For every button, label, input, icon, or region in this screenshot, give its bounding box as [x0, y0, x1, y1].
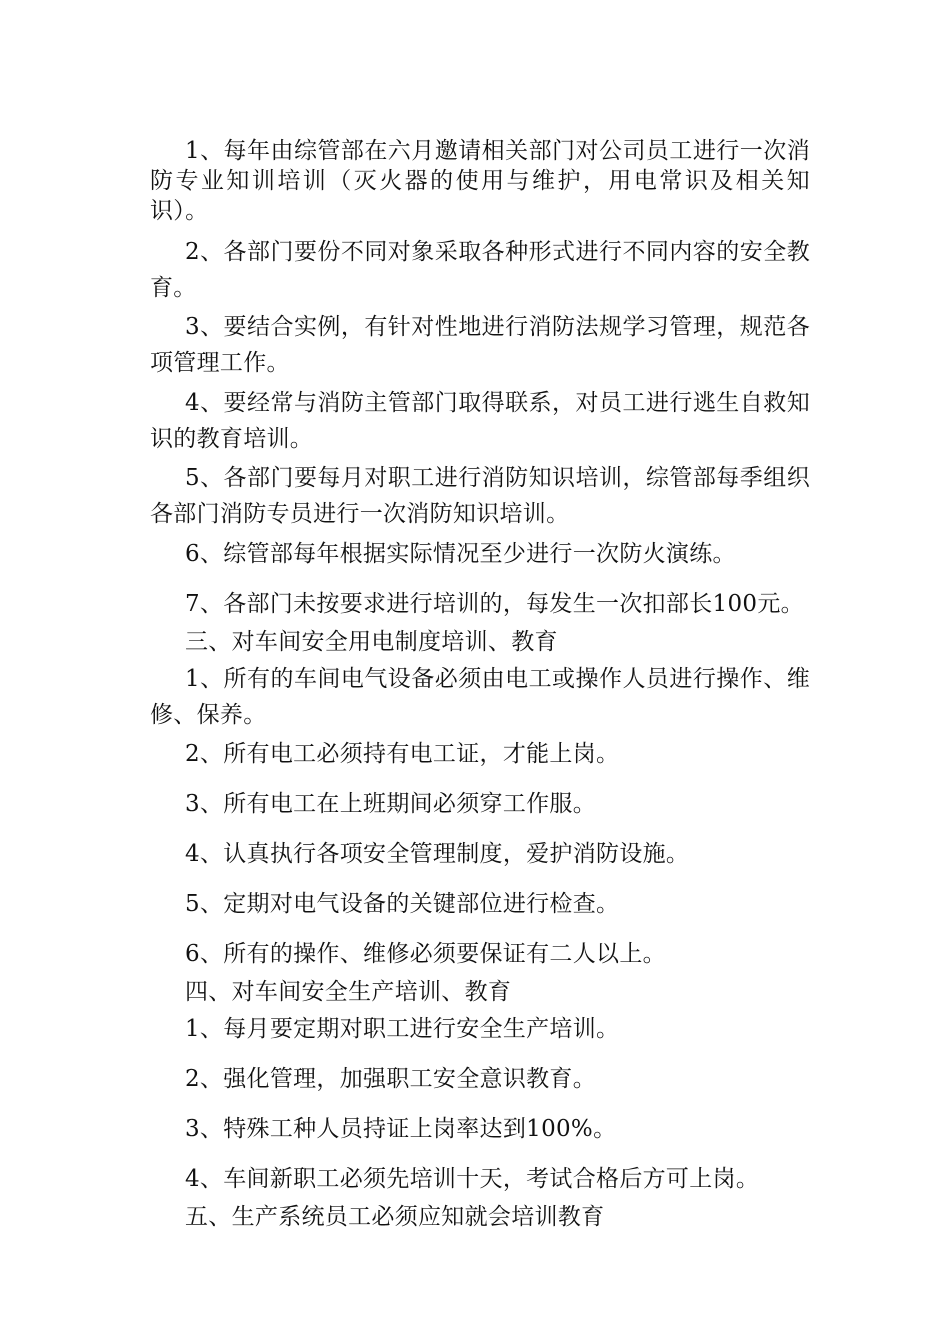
- paragraph-production-1: 1、每月要定期对职工进行安全生产培训。: [185, 1016, 620, 1042]
- paragraph-fire-training-2: 2、各部门要份不同对象采取各种形式进行不同内容的安全教育。: [150, 239, 810, 301]
- paragraph-fire-training-5: 5、各部门要每月对职工进行消防知识培训，综管部每季组织各部门消防专员进行一次消防知识培训。: [150, 465, 810, 527]
- paragraph-fire-training-3: 3、要结合实例，有针对性地进行消防法规学习管理，规范各项管理工作。: [150, 314, 810, 376]
- section-heading-knowledge: 五、生产系统员工必须应知就会培训教育: [185, 1204, 605, 1230]
- paragraph-production-2: 2、强化管理，加强职工安全意识教育。: [185, 1066, 597, 1092]
- paragraph-electrical-3: 3、所有电工在上班期间必须穿工作服。: [185, 791, 597, 817]
- paragraph-fire-training-7: 7、各部门未按要求进行培训的，每发生一次扣部长100元。: [185, 591, 804, 617]
- paragraph-fire-training-4: 4、要经常与消防主管部门取得联系，对员工进行逃生自救知识的教育培训。: [150, 390, 810, 452]
- paragraph-fire-training-6: 6、综管部每年根据实际情况至少进行一次防火演练。: [185, 541, 736, 567]
- paragraph-production-4: 4、车间新职工必须先培训十天，考试合格后方可上岗。: [185, 1166, 760, 1192]
- paragraph-electrical-6: 6、所有的操作、维修必须要保证有二人以上。: [185, 941, 666, 967]
- paragraph-electrical-1: 1、所有的车间电气设备必须由电工或操作人员进行操作、维修、保养。: [150, 666, 810, 728]
- paragraph-electrical-5: 5、定期对电气设备的关键部位进行检查。: [185, 891, 620, 917]
- paragraph-electrical-2: 2、所有电工必须持有电工证，才能上岗。: [185, 741, 620, 767]
- paragraph-fire-training-1: 1、每年由综管部在六月邀请相关部门对公司员工进行一次消防专业知训培训（灭火器的使用与维护，用电常识及相关知识）。: [150, 138, 810, 224]
- paragraph-production-3: 3、特殊工种人员持证上岗率达到100%。: [185, 1116, 617, 1142]
- section-heading-electrical: 三、对车间安全用电制度培训、教育: [185, 629, 558, 655]
- paragraph-electrical-4: 4、认真执行各项安全管理制度，爱护消防设施。: [185, 841, 690, 867]
- section-heading-production: 四、对车间安全生产培训、教育: [185, 979, 512, 1005]
